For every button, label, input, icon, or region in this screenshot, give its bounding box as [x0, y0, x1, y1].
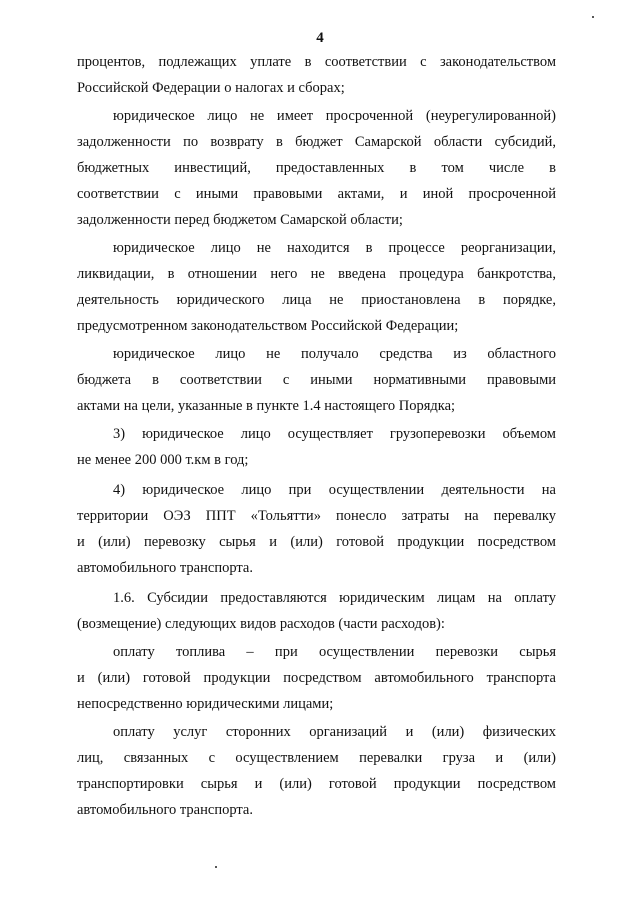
paragraph-1-6	[77, 585, 556, 637]
paragraph-no-overdue-debt	[77, 103, 556, 233]
text-line: автомобильного транспорта.	[77, 560, 253, 576]
document-body	[77, 49, 556, 823]
text-line: соответствии с иными правовыми актами, и иной просроченной	[77, 186, 556, 202]
page-number: 4	[316, 30, 324, 46]
text-line: юридическое лицо не получало средства из областного	[113, 346, 556, 362]
text-line: автомобильного транспорта.	[77, 802, 253, 818]
paragraph-no-reorganization	[77, 235, 556, 339]
text-line: оплату услуг сторонних организаций и (или) физических	[113, 724, 556, 740]
text-line: непосредственно юридическими лицами;	[77, 696, 334, 712]
text-line: юридическое лицо не находится в процессе реорганизации,	[113, 240, 556, 256]
text-line: юридическое лицо не имеет просроченной (неурегулированной)	[113, 108, 556, 124]
text-line: ликвидации, в отношении него не введена процедура банкротства,	[77, 266, 556, 282]
text-line: предусмотренном законодательством Российской Федерации;	[77, 318, 459, 334]
text-line: транспортировки сырья и (или) готовой продукции посредством	[77, 776, 556, 792]
text-line: и (или) готовой продукции посредством автомобильного транспорта	[77, 670, 556, 686]
text-line: не менее 200 000 т.км в год;	[77, 452, 249, 468]
paragraph-third-party-services	[77, 719, 556, 823]
scan-speck	[592, 16, 594, 18]
text-line: бюджета в соответствии с иными нормативными правовыми	[77, 372, 556, 388]
text-line: Российской Федерации о налогах и сборах;	[77, 80, 345, 96]
text-line: (возмещение) следующих видов расходов (части расходов):	[77, 616, 445, 632]
text-line: процентов, подлежащих уплате в соответствии с законодательством	[77, 54, 556, 70]
paragraph-no-regional-funds	[77, 341, 556, 419]
text-line: актами на цели, указанные в пункте 1.4 настоящего Порядка;	[77, 398, 456, 414]
text-line: территории ОЭЗ ППТ «Тольятти» понесло затраты на перевалку	[77, 508, 556, 524]
scan-speck	[215, 866, 217, 868]
text-line: задолженности перед бюджетом Самарской области;	[77, 212, 403, 228]
paragraph-fuel-payment	[77, 639, 556, 717]
text-line: и (или) перевозку сырья и (или) готовой продукции посредством	[77, 534, 556, 550]
text-line: задолженности по возврату в бюджет Самарской области субсидий,	[77, 134, 556, 150]
paragraph-item-3	[77, 421, 556, 473]
paragraph-item-4	[77, 477, 556, 581]
text-line: лиц, связанных с осуществлением перевалки груза и (или)	[77, 750, 556, 766]
paragraph-continuation	[77, 49, 556, 101]
text-line: 3) юридическое лицо осуществляет грузоперевозки объемом	[113, 426, 556, 442]
text-line: 4) юридическое лицо при осуществлении деятельности на	[113, 482, 556, 498]
text-line: деятельность юридического лица не приостановлена в порядке,	[77, 292, 556, 308]
text-line: оплату топлива – при осуществлении перевозки сырья	[113, 644, 556, 660]
text-line: 1.6. Субсидии предоставляются юридическим лицам на оплату	[113, 590, 556, 606]
text-line: бюджетных инвестиций, предоставленных в том числе в	[77, 160, 556, 176]
